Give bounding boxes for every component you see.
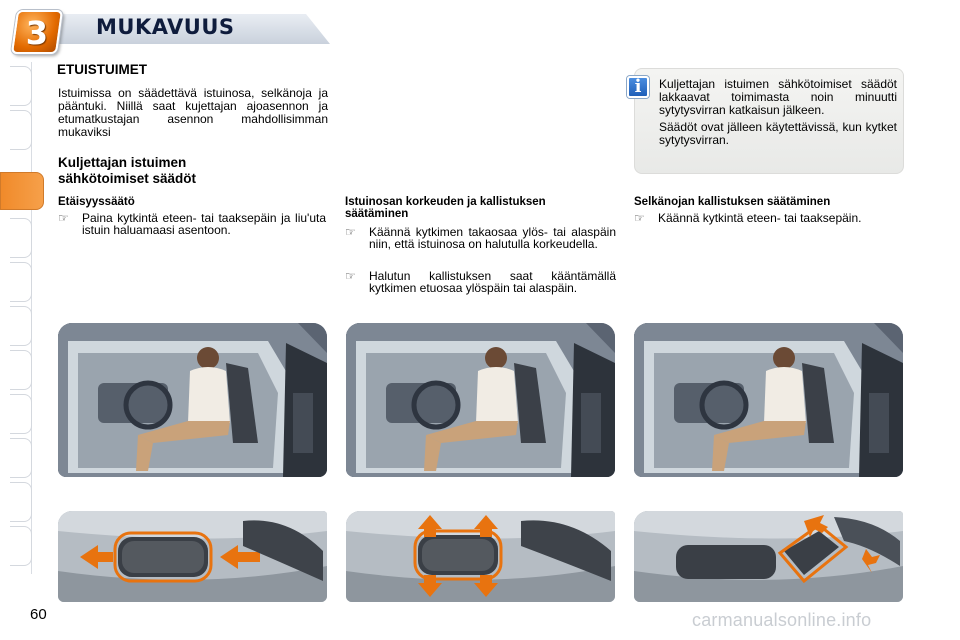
height-tilt-switch-detail [346, 511, 615, 602]
bullet-text: Halutun kallistuksen saat kääntämällä kytkimen etuosaa ylöspäin tai alaspäin. [369, 269, 616, 295]
bullet-text: Käännä kytkimen takaosaa ylös- tai alaspäin niin, että istuinosa on halutulla korkeudella. [369, 225, 616, 251]
info-paragraph: Säädöt ovat jälleen käytettävissä, kun kytket sytytysvirran. [659, 120, 897, 147]
column-title-height [345, 196, 620, 220]
chapter-tab[interactable] [10, 394, 32, 434]
info-text [659, 78, 897, 147]
subsection-title [58, 155, 328, 187]
column-title-line1: Istuinosan korkeuden ja kallistuksen [345, 196, 546, 208]
driver-seat-photo [634, 323, 903, 477]
bullet-text: Paina kytkintä eteen- tai taaksepäin ja liu'uta istuin haluamaasi asentoon. [82, 211, 326, 237]
bullet-text: Käännä kytkintä eteen- tai taaksepäin. [658, 211, 862, 225]
chapter-tabs [0, 62, 36, 574]
column-title-line2: säätäminen [345, 208, 409, 220]
list-item [634, 212, 904, 224]
chapter-title: MUKAVUUS [96, 15, 235, 39]
driver-seat-photo [58, 323, 327, 477]
pointing-hand-icon: ☞ [345, 225, 356, 239]
distance-switch-detail [58, 511, 327, 602]
chapter-tab[interactable] [10, 262, 32, 302]
list-item [345, 226, 616, 250]
chapter-tab[interactable] [10, 482, 32, 522]
subsection-title-line1: Kuljettajan istuimen [58, 155, 187, 170]
chapter-tab[interactable] [10, 306, 32, 346]
info-icon: i [627, 76, 649, 98]
chapter-badge [11, 10, 63, 54]
watermark: carmanualsonline.info [692, 610, 872, 630]
section-title: ETUISTUIMET [57, 62, 147, 77]
subsection-title-line2: sähkötoimiset säädöt [58, 171, 197, 186]
chapter-tab[interactable] [10, 218, 32, 258]
column-title-backrest: Selkänojan kallistuksen säätäminen [634, 196, 831, 208]
driver-seat-photo [346, 323, 615, 477]
chapter-tab[interactable] [10, 66, 32, 106]
chapter-number: 3 [25, 14, 48, 52]
page-header [0, 0, 960, 60]
column-title-distance: Etäisyyssäätö [58, 196, 135, 208]
list-item [58, 212, 326, 236]
chapter-tab[interactable] [10, 438, 32, 478]
pointing-hand-icon: ☞ [634, 211, 645, 225]
pointing-hand-icon: ☞ [345, 269, 356, 283]
backrest-switch-detail [634, 511, 903, 602]
chapter-tab-active[interactable] [0, 172, 44, 210]
list-item [345, 270, 616, 294]
pointing-hand-icon: ☞ [58, 211, 69, 225]
chapter-tab[interactable] [10, 350, 32, 390]
chapter-tab[interactable] [10, 526, 32, 566]
info-paragraph: Kuljettajan istuimen sähkötoimiset säädöt lakkaavat toimimasta noin minuutti sytytysvirran katkaisun jälkeen. [659, 77, 897, 117]
chapter-tab[interactable] [10, 110, 32, 150]
intro-paragraph: Istuimissa on säädettävä istuinosa, selkänoja ja pääntuki. Niillä saat kujettajan ajoasennon ja etumatkustajan asennon mahdollisimman mukaviksi [58, 86, 328, 139]
page-number: 60 [30, 606, 47, 623]
